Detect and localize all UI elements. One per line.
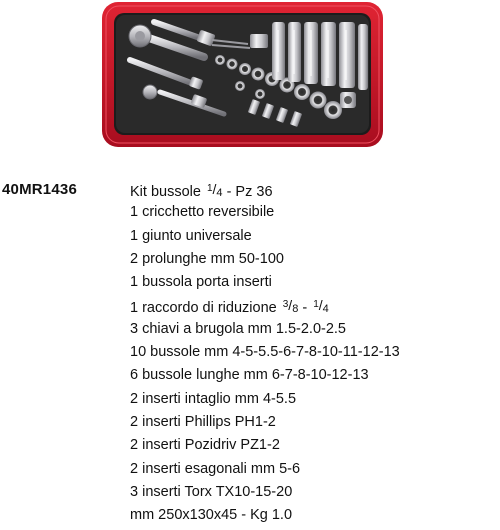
spec-line: 6 bussole lunghe mm 6-7-8-10-12-13 [130, 367, 369, 384]
fraction-quarter: $^1/_4$ [313, 297, 329, 316]
spec-line: 3 inserti Torx TX10-15-20 [130, 483, 293, 500]
spec-line: 10 bussole mm 4-5-5.5-6-7-8-10-11-12-13 [130, 344, 400, 361]
spec-line: 2 prolunghe mm 50-100 [130, 250, 284, 267]
fraction-quarter-inch: $^1/_4$ [206, 181, 223, 199]
socket-set-case-illustration [100, 0, 385, 150]
spec-line: 2 inserti intaglio mm 4-5.5 [130, 390, 297, 407]
spec-line-adapter: 1 raccordo di riduzione $^3/_8 - ^1/_4$ [130, 297, 329, 317]
spec-line-kit: Kit bussole $^1/_4$ - Pz 36 [130, 181, 273, 200]
spec-list [130, 180, 400, 529]
spec-line-dimensions: mm 250x130x45 - Kg 1.0 [130, 507, 293, 524]
product-photo [100, 0, 385, 150]
spec-line: 1 cricchetto reversibile [130, 204, 275, 221]
fraction-three-eighths: $^3/_8$ [282, 297, 299, 316]
spec-line: 1 giunto universale [130, 227, 252, 244]
spec-line: 3 chiavi a brugola mm 1.5-2.0-2.5 [130, 320, 346, 337]
spec-line: 1 bussola porta inserti [130, 274, 272, 291]
spec-line: 2 inserti Pozidriv PZ1-2 [130, 437, 280, 454]
spec-line: 2 inserti esagonali mm 5-6 [130, 460, 301, 477]
spec-line: 2 inserti Phillips PH1-2 [130, 413, 276, 430]
product-code: 40MR1436 [2, 181, 77, 198]
reducer-adapter [340, 92, 356, 108]
